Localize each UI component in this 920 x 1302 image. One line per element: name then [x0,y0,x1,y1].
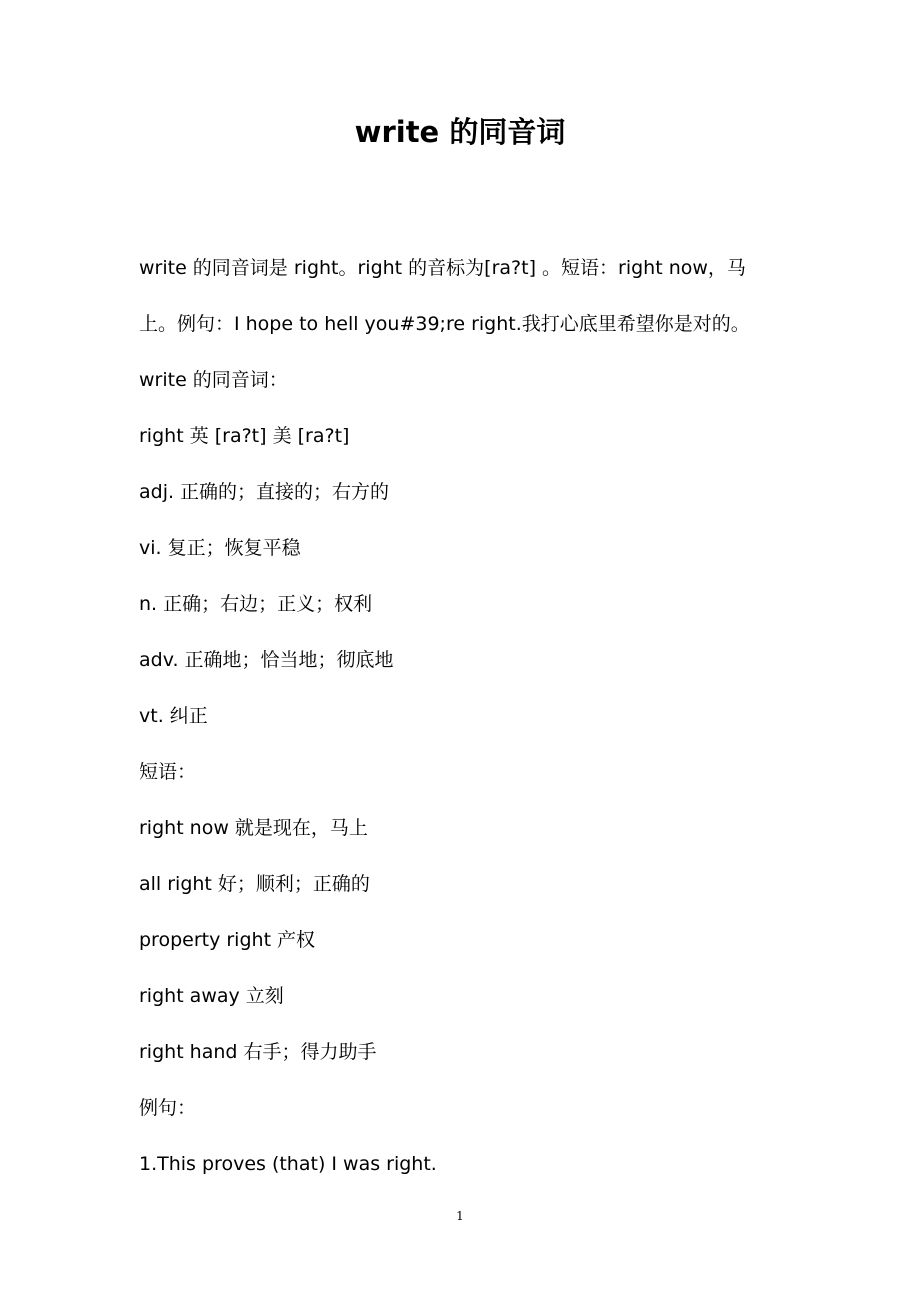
paragraph-line: write 的同音词是 right。right 的音标为[ra?t] 。短语：right now，马 [139,257,746,279]
section-heading: 例句： [139,1097,197,1119]
definition-line: n. 正确；右边；正义；权利 [139,593,373,615]
paragraph-line: 上。例句：I hope to hell you#39;re right.我打心底里希望你是对的。 [139,313,750,335]
document-body [139,240,789,1192]
example-sentence: 1.This proves (that) I was right. [139,1153,437,1175]
definition-line: adj. 正确的；直接的；右方的 [139,481,390,503]
phrase-line: all right 好；顺利；正确的 [139,873,370,895]
phrase-line: right now 就是现在，马上 [139,817,368,839]
definition-line: adv. 正确地；恰当地；彻底地 [139,649,394,671]
phrase-line: property right 产权 [139,929,316,951]
document-title: write 的同音词 [354,115,566,149]
page-number: 1 [456,1209,464,1223]
section-heading: write 的同音词： [139,369,288,391]
section-heading: 短语： [139,761,197,783]
definition-line: vi. 复正；恢复平稳 [139,537,301,559]
phrase-line: right away 立刻 [139,985,284,1007]
pronunciation-line: right 英 [ra?t] 美 [ra?t] [139,425,350,447]
definition-line: vt. 纠正 [139,705,208,727]
phrase-line: right hand 右手；得力助手 [139,1041,377,1063]
